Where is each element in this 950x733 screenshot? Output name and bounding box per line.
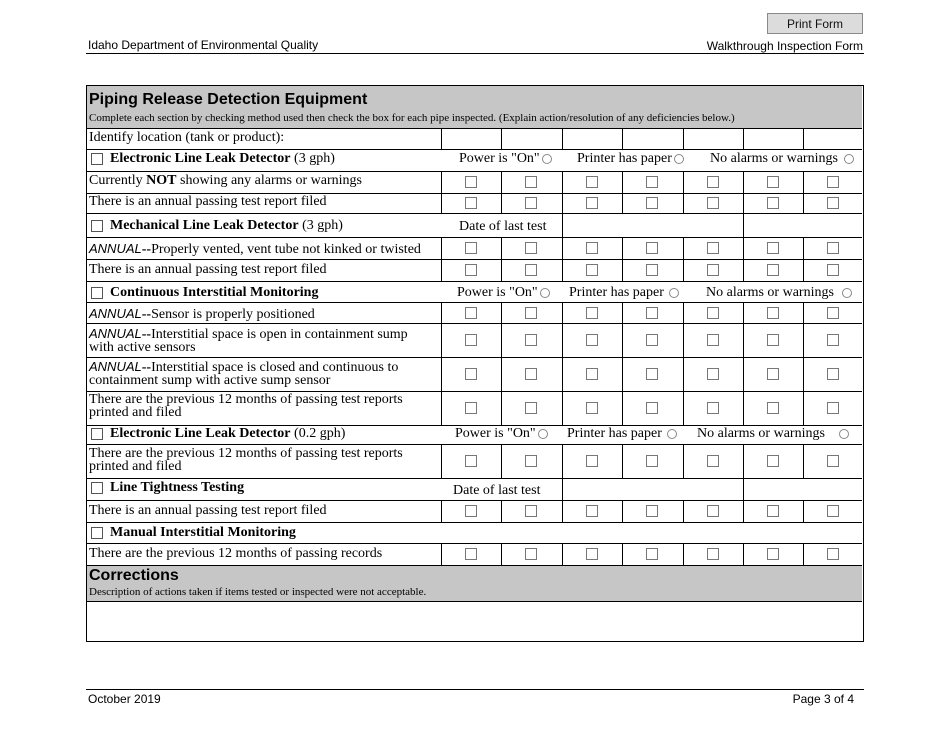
footer-divider bbox=[86, 689, 864, 690]
ltt-title: Line Tightness Testing bbox=[110, 480, 245, 495]
grid-column-line bbox=[562, 500, 563, 522]
elld02-power-on-radio[interactable] bbox=[538, 429, 548, 439]
cim-no-alarms-option: No alarms or warnings bbox=[706, 285, 852, 301]
grid-column-line bbox=[683, 302, 684, 425]
grid-row-line bbox=[87, 444, 862, 445]
grid-column-line bbox=[743, 500, 744, 522]
grid-row-line bbox=[87, 171, 862, 172]
pipe-checkbox[interactable] bbox=[646, 242, 658, 254]
pipe-checkbox[interactable] bbox=[586, 455, 598, 467]
elld-02gph-checkbox[interactable] bbox=[91, 428, 103, 440]
pipe-checkbox[interactable] bbox=[827, 334, 839, 346]
pipe-checkbox[interactable] bbox=[707, 402, 719, 414]
pipe-checkbox[interactable] bbox=[525, 242, 537, 254]
grid-column-line bbox=[683, 171, 684, 213]
grid-column-line bbox=[683, 237, 684, 281]
grid-row-line bbox=[87, 425, 862, 426]
prev12-label: There are the previous 12 months of passing test reports printed and filed bbox=[89, 392, 403, 420]
pipe-checkbox[interactable] bbox=[827, 548, 839, 560]
grid-column-line bbox=[743, 128, 744, 149]
grid-row-line bbox=[87, 281, 862, 282]
grid-column-line bbox=[441, 302, 442, 425]
sensor-label: ANNUAL--Sensor is properly positioned bbox=[89, 306, 315, 322]
grid-column-line bbox=[803, 171, 804, 213]
pipe-checkbox[interactable] bbox=[465, 455, 477, 467]
annual-report-label-3: There is an annual passing test report filed bbox=[89, 503, 327, 518]
pipe-checkbox[interactable] bbox=[827, 307, 839, 319]
grid-column-line bbox=[562, 302, 563, 425]
printer-paper-radio[interactable] bbox=[674, 154, 684, 164]
elld02-no-alarms-option: No alarms or warnings bbox=[697, 426, 849, 442]
pipe-checkbox[interactable] bbox=[827, 264, 839, 276]
pipe-checkbox[interactable] bbox=[707, 548, 719, 560]
agency-name: Idaho Department of Environmental Quality bbox=[88, 38, 319, 52]
pipe-checkbox[interactable] bbox=[707, 242, 719, 254]
pipe-checkbox[interactable] bbox=[586, 197, 598, 209]
no-alarms-option: No alarms or warnings bbox=[710, 151, 854, 167]
pipe-checkbox[interactable] bbox=[707, 334, 719, 346]
pipe-checkbox[interactable] bbox=[525, 334, 537, 346]
grid-column-line bbox=[743, 478, 744, 500]
pipe-checkbox[interactable] bbox=[586, 505, 598, 517]
grid-row-line bbox=[87, 323, 862, 324]
pipe-checkbox[interactable] bbox=[827, 242, 839, 254]
pipe-checkbox[interactable] bbox=[525, 548, 537, 560]
cim-title: Continuous Interstitial Monitoring bbox=[110, 285, 319, 300]
pipe-checkbox[interactable] bbox=[465, 548, 477, 560]
grid-column-line bbox=[803, 302, 804, 425]
pipe-checkbox[interactable] bbox=[707, 505, 719, 517]
grid-column-line bbox=[803, 237, 804, 281]
grid-column-line bbox=[622, 543, 623, 565]
pipe-checkbox[interactable] bbox=[827, 197, 839, 209]
pipe-checkbox[interactable] bbox=[525, 307, 537, 319]
grid-column-line bbox=[743, 237, 744, 281]
identify-location-label: Identify location (tank or product): bbox=[89, 130, 285, 145]
pipe-checkbox[interactable] bbox=[707, 176, 719, 188]
open-sump-label: ANNUAL--Interstitial space is open in containment sump with active sensors bbox=[89, 326, 408, 355]
pipe-checkbox[interactable] bbox=[525, 176, 537, 188]
form-table bbox=[86, 85, 864, 642]
pipe-checkbox[interactable] bbox=[767, 368, 779, 380]
pipe-checkbox[interactable] bbox=[465, 307, 477, 319]
grid-column-line bbox=[501, 302, 502, 425]
grid-row-line bbox=[87, 500, 862, 501]
grid-column-line bbox=[743, 171, 744, 213]
pipe-checkbox[interactable] bbox=[767, 307, 779, 319]
annual-report-label-2: There is an annual passing test report filed bbox=[89, 262, 327, 277]
grid-row-line bbox=[87, 259, 862, 260]
grid-column-line bbox=[441, 171, 442, 213]
pipe-checkbox[interactable] bbox=[586, 548, 598, 560]
section-title: Piping Release Detection Equipment bbox=[89, 91, 368, 108]
cim-printer-paper-option: Printer has paper bbox=[569, 285, 679, 301]
not-showing-alarms-label: Currently NOT showing any alarms or warnings bbox=[89, 173, 362, 188]
header-divider bbox=[86, 53, 864, 54]
pipe-checkbox[interactable] bbox=[586, 307, 598, 319]
pipe-checkbox[interactable] bbox=[525, 264, 537, 276]
grid-column-line bbox=[622, 302, 623, 425]
grid-column-line bbox=[501, 128, 502, 149]
grid-column-line bbox=[622, 171, 623, 213]
grid-column-line bbox=[683, 543, 684, 565]
pipe-checkbox[interactable] bbox=[827, 176, 839, 188]
pipe-checkbox[interactable] bbox=[767, 334, 779, 346]
grid-row-line bbox=[87, 302, 862, 303]
grid-row-line bbox=[87, 357, 862, 358]
pipe-checkbox[interactable] bbox=[525, 402, 537, 414]
mim-checkbox[interactable] bbox=[91, 527, 103, 539]
pipe-checkbox[interactable] bbox=[707, 197, 719, 209]
grid-column-line bbox=[562, 171, 563, 213]
closed-sump-label: ANNUAL--Interstitial space is closed and continuous to containment sump with active sump sensor bbox=[89, 359, 399, 388]
grid-column-line bbox=[683, 500, 684, 522]
pipe-checkbox[interactable] bbox=[465, 176, 477, 188]
pipe-checkbox[interactable] bbox=[827, 505, 839, 517]
ltt-date-label: Date of last test bbox=[453, 483, 541, 498]
grid-column-line bbox=[622, 237, 623, 281]
section-subtitle: Complete each section by checking method used then check the box for each pipe inspected. (Explain action/resolution of any deficiencies below.) bbox=[89, 112, 735, 124]
pipe-checkbox[interactable] bbox=[767, 455, 779, 467]
pipe-checkbox[interactable] bbox=[767, 197, 779, 209]
prev12-records-label: There are the previous 12 months of passing records bbox=[89, 546, 383, 561]
grid-row-line bbox=[87, 128, 862, 129]
mlld-date-label: Date of last test bbox=[459, 219, 547, 234]
grid-column-line bbox=[743, 444, 744, 478]
pipe-checkbox[interactable] bbox=[646, 402, 658, 414]
grid-column-line bbox=[501, 500, 502, 522]
mim-title: Manual Interstitial Monitoring bbox=[110, 525, 296, 540]
print-form-button[interactable]: Print Form bbox=[767, 13, 863, 34]
grid-row-line bbox=[87, 543, 862, 544]
grid-column-line bbox=[803, 444, 804, 478]
mlld-date-input[interactable] bbox=[562, 213, 862, 237]
grid-column-line bbox=[562, 478, 563, 500]
elld-3gph-checkbox[interactable] bbox=[91, 153, 103, 165]
cim-checkbox[interactable] bbox=[91, 287, 103, 299]
pipe-checkbox[interactable] bbox=[646, 334, 658, 346]
grid-row-line bbox=[87, 478, 862, 479]
grid-column-line bbox=[441, 128, 442, 149]
pipe-checkbox[interactable] bbox=[525, 455, 537, 467]
prev12-label-2: There are the previous 12 months of passing test reports printed and filed bbox=[89, 446, 403, 474]
grid-column-line bbox=[562, 237, 563, 281]
cim-power-on-option: Power is "On" bbox=[457, 285, 550, 301]
grid-column-line bbox=[803, 543, 804, 565]
grid-column-line bbox=[622, 128, 623, 149]
ltt-date-input[interactable] bbox=[562, 478, 862, 500]
annual-report-label: There is an annual passing test report filed bbox=[89, 194, 327, 209]
elld-02gph-title: Electronic Line Leak Detector (0.2 gph) bbox=[110, 426, 346, 441]
power-on-radio[interactable] bbox=[542, 154, 552, 164]
pipe-checkbox[interactable] bbox=[525, 368, 537, 380]
pipe-checkbox[interactable] bbox=[646, 264, 658, 276]
corrections-textarea[interactable] bbox=[87, 602, 862, 640]
grid-column-line bbox=[562, 543, 563, 565]
pipe-checkbox[interactable] bbox=[767, 402, 779, 414]
printer-paper-option: Printer has paper bbox=[577, 151, 684, 167]
grid-column-line bbox=[441, 237, 442, 281]
grid-column-line bbox=[562, 444, 563, 478]
pipe-checkbox[interactable] bbox=[465, 505, 477, 517]
grid-column-line bbox=[622, 444, 623, 478]
elld-3gph-title: Electronic Line Leak Detector (3 gph) bbox=[110, 151, 335, 166]
pipe-checkbox[interactable] bbox=[767, 505, 779, 517]
grid-column-line bbox=[501, 237, 502, 281]
grid-column-line bbox=[441, 543, 442, 565]
elld02-printer-paper-radio[interactable] bbox=[667, 429, 677, 439]
grid-column-line bbox=[622, 500, 623, 522]
grid-column-line bbox=[743, 543, 744, 565]
form-name: Walkthrough Inspection Form bbox=[706, 39, 863, 53]
pipe-checkbox[interactable] bbox=[767, 548, 779, 560]
grid-column-line bbox=[562, 128, 563, 149]
pipe-checkbox[interactable] bbox=[707, 368, 719, 380]
pipe-checkbox[interactable] bbox=[646, 505, 658, 517]
cim-no-alarms-radio[interactable] bbox=[842, 288, 852, 298]
cim-power-on-radio[interactable] bbox=[540, 288, 550, 298]
footer-page-number: Page 3 of 4 bbox=[792, 692, 854, 706]
pipe-checkbox[interactable] bbox=[465, 402, 477, 414]
grid-column-line bbox=[501, 444, 502, 478]
grid-row-line bbox=[87, 565, 862, 566]
pipe-checkbox[interactable] bbox=[525, 505, 537, 517]
footer-date: October 2019 bbox=[88, 692, 161, 706]
pipe-checkbox[interactable] bbox=[465, 264, 477, 276]
corrections-title: Corrections bbox=[89, 567, 179, 584]
no-alarms-radio[interactable] bbox=[844, 154, 854, 164]
grid-column-line bbox=[562, 213, 563, 237]
pipe-checkbox[interactable] bbox=[767, 176, 779, 188]
pipe-checkbox[interactable] bbox=[586, 402, 598, 414]
cim-printer-paper-radio[interactable] bbox=[669, 288, 679, 298]
elld02-printer-paper-option: Printer has paper bbox=[567, 426, 677, 442]
grid-column-line bbox=[441, 444, 442, 478]
pipe-checkbox[interactable] bbox=[646, 548, 658, 560]
pipe-checkbox[interactable] bbox=[646, 176, 658, 188]
pipe-checkbox[interactable] bbox=[707, 307, 719, 319]
power-on-option: Power is "On" bbox=[459, 151, 552, 167]
mlld-title: Mechanical Line Leak Detector (3 gph) bbox=[110, 218, 343, 233]
pipe-checkbox[interactable] bbox=[586, 242, 598, 254]
pipe-checkbox[interactable] bbox=[767, 264, 779, 276]
grid-column-line bbox=[683, 128, 684, 149]
grid-column-line bbox=[683, 444, 684, 478]
vented-label: ANNUAL--Properly vented, vent tube not kinked or twisted bbox=[89, 241, 421, 257]
pipe-checkbox[interactable] bbox=[465, 242, 477, 254]
pipe-checkbox[interactable] bbox=[586, 368, 598, 380]
mlld-checkbox[interactable] bbox=[91, 220, 103, 232]
pipe-checkbox[interactable] bbox=[465, 197, 477, 209]
grid-row-line bbox=[87, 237, 862, 238]
grid-column-line bbox=[501, 543, 502, 565]
grid-column-line bbox=[803, 500, 804, 522]
pipe-checkbox[interactable] bbox=[646, 368, 658, 380]
grid-column-line bbox=[743, 302, 744, 425]
pipe-checkbox[interactable] bbox=[707, 264, 719, 276]
pipe-checkbox[interactable] bbox=[525, 197, 537, 209]
pipe-checkbox[interactable] bbox=[827, 455, 839, 467]
pipe-checkbox[interactable] bbox=[707, 455, 719, 467]
pipe-checkbox[interactable] bbox=[767, 242, 779, 254]
pipe-checkbox[interactable] bbox=[646, 197, 658, 209]
section-banner bbox=[87, 86, 862, 128]
pipe-checkbox[interactable] bbox=[586, 334, 598, 346]
grid-row-line bbox=[87, 193, 862, 194]
pipe-checkbox[interactable] bbox=[586, 176, 598, 188]
pipe-checkbox[interactable] bbox=[646, 307, 658, 319]
corrections-subtitle: Description of actions taken if items tested or inspected were not acceptable. bbox=[89, 586, 427, 598]
grid-row-line bbox=[87, 391, 862, 392]
grid-column-line bbox=[441, 500, 442, 522]
pipe-checkbox[interactable] bbox=[827, 368, 839, 380]
grid-column-line bbox=[501, 171, 502, 213]
pipe-checkbox[interactable] bbox=[586, 264, 598, 276]
corrections-divider bbox=[87, 601, 862, 602]
corrections-banner bbox=[87, 565, 862, 601]
pipe-checkbox[interactable] bbox=[465, 334, 477, 346]
ltt-checkbox[interactable] bbox=[91, 482, 103, 494]
grid-row-line bbox=[87, 213, 862, 214]
grid-row-line bbox=[87, 149, 862, 150]
grid-column-line bbox=[803, 128, 804, 149]
elld02-power-on-option: Power is "On" bbox=[455, 426, 548, 442]
pipe-checkbox[interactable] bbox=[465, 368, 477, 380]
pipe-checkbox[interactable] bbox=[827, 402, 839, 414]
grid-row-line bbox=[87, 522, 862, 523]
pipe-checkbox[interactable] bbox=[646, 455, 658, 467]
grid-column-line bbox=[743, 213, 744, 237]
elld02-no-alarms-radio[interactable] bbox=[839, 429, 849, 439]
